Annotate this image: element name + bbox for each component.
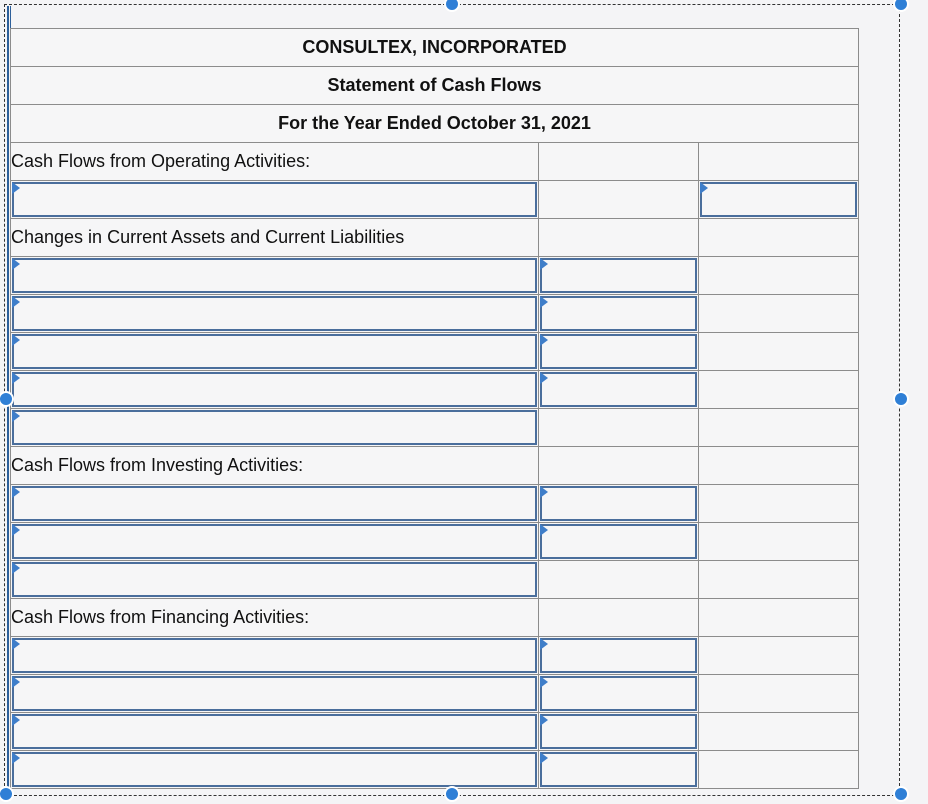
empty-cell (699, 295, 859, 333)
table-row (11, 295, 859, 333)
input-cell (539, 257, 699, 295)
operating-activities-label: Cash Flows from Operating Activities: (11, 143, 539, 181)
statement-period: For the Year Ended October 31, 2021 (11, 105, 859, 143)
amount-input[interactable] (540, 676, 697, 711)
financing-activities-label: Cash Flows from Financing Activities: (11, 599, 539, 637)
input-cell (11, 751, 539, 789)
empty-cell (539, 181, 699, 219)
input-cell (539, 333, 699, 371)
input-cell (539, 713, 699, 751)
empty-cell (539, 409, 699, 447)
amount-input[interactable] (540, 524, 697, 559)
resize-handle-bottom-center[interactable] (444, 786, 460, 802)
description-input[interactable] (12, 752, 537, 787)
amount-input[interactable] (540, 752, 697, 787)
empty-cell (539, 143, 699, 181)
description-input[interactable] (12, 372, 537, 407)
header-row (11, 67, 859, 105)
cash-flow-statement-table (10, 28, 859, 789)
empty-cell (539, 561, 699, 599)
input-cell (699, 181, 859, 219)
input-cell (11, 523, 539, 561)
amount-input[interactable] (540, 334, 697, 369)
input-cell (539, 675, 699, 713)
empty-cell (699, 447, 859, 485)
amount-input[interactable] (540, 258, 697, 293)
amount-input[interactable] (540, 296, 697, 331)
header-row (11, 105, 859, 143)
input-cell (539, 637, 699, 675)
description-input[interactable] (12, 562, 537, 597)
description-input[interactable] (12, 296, 537, 331)
description-input[interactable] (12, 524, 537, 559)
input-cell (539, 295, 699, 333)
description-input[interactable] (12, 714, 537, 749)
table-row (11, 409, 859, 447)
table-row (11, 447, 859, 485)
empty-cell (699, 257, 859, 295)
changes-label: Changes in Current Assets and Current Liabilities (11, 219, 539, 257)
description-input[interactable] (12, 486, 537, 521)
input-cell (11, 181, 539, 219)
input-cell (11, 257, 539, 295)
investing-activities-label: Cash Flows from Investing Activities: (11, 447, 539, 485)
table-row (11, 257, 859, 295)
description-input[interactable] (12, 182, 537, 217)
description-input[interactable] (12, 638, 537, 673)
total-amount-input[interactable] (700, 182, 857, 217)
statement-title: Statement of Cash Flows (11, 67, 859, 105)
input-cell (11, 295, 539, 333)
table-row (11, 561, 859, 599)
input-cell (539, 523, 699, 561)
input-cell (539, 371, 699, 409)
table-row (11, 143, 859, 181)
empty-cell (699, 485, 859, 523)
input-cell (539, 485, 699, 523)
amount-input[interactable] (540, 486, 697, 521)
table-row (11, 181, 859, 219)
table-row (11, 599, 859, 637)
input-cell (11, 371, 539, 409)
resize-handle-top-right[interactable] (893, 0, 909, 12)
empty-cell (699, 713, 859, 751)
amount-input[interactable] (540, 714, 697, 749)
resize-handle-bottom-left[interactable] (0, 786, 14, 802)
description-input[interactable] (12, 410, 537, 445)
empty-cell (699, 143, 859, 181)
input-cell (11, 333, 539, 371)
input-cell (11, 409, 539, 447)
amount-input[interactable] (540, 372, 697, 407)
table-row (11, 637, 859, 675)
description-input[interactable] (12, 258, 537, 293)
empty-cell (699, 371, 859, 409)
company-name: CONSULTEX, INCORPORATED (11, 29, 859, 67)
empty-cell (699, 523, 859, 561)
table-row (11, 485, 859, 523)
empty-cell (699, 599, 859, 637)
empty-cell (699, 561, 859, 599)
empty-cell (699, 409, 859, 447)
empty-cell (699, 333, 859, 371)
empty-cell (539, 219, 699, 257)
table-row (11, 713, 859, 751)
table-row (11, 333, 859, 371)
resize-handle-bottom-right[interactable] (893, 786, 909, 802)
table-row (11, 675, 859, 713)
empty-cell (699, 637, 859, 675)
resize-handle-middle-right[interactable] (893, 391, 909, 407)
input-cell (11, 637, 539, 675)
description-input[interactable] (12, 676, 537, 711)
table-row (11, 751, 859, 789)
table-row (11, 523, 859, 561)
input-cell (11, 485, 539, 523)
amount-input[interactable] (540, 638, 697, 673)
empty-cell (699, 219, 859, 257)
input-cell (11, 713, 539, 751)
input-cell (11, 561, 539, 599)
description-input[interactable] (12, 334, 537, 369)
empty-cell (539, 447, 699, 485)
empty-cell (699, 675, 859, 713)
empty-cell (699, 751, 859, 789)
empty-cell (539, 599, 699, 637)
input-cell (11, 675, 539, 713)
input-cell (539, 751, 699, 789)
table-row (11, 371, 859, 409)
table-row (11, 219, 859, 257)
header-row (11, 29, 859, 67)
